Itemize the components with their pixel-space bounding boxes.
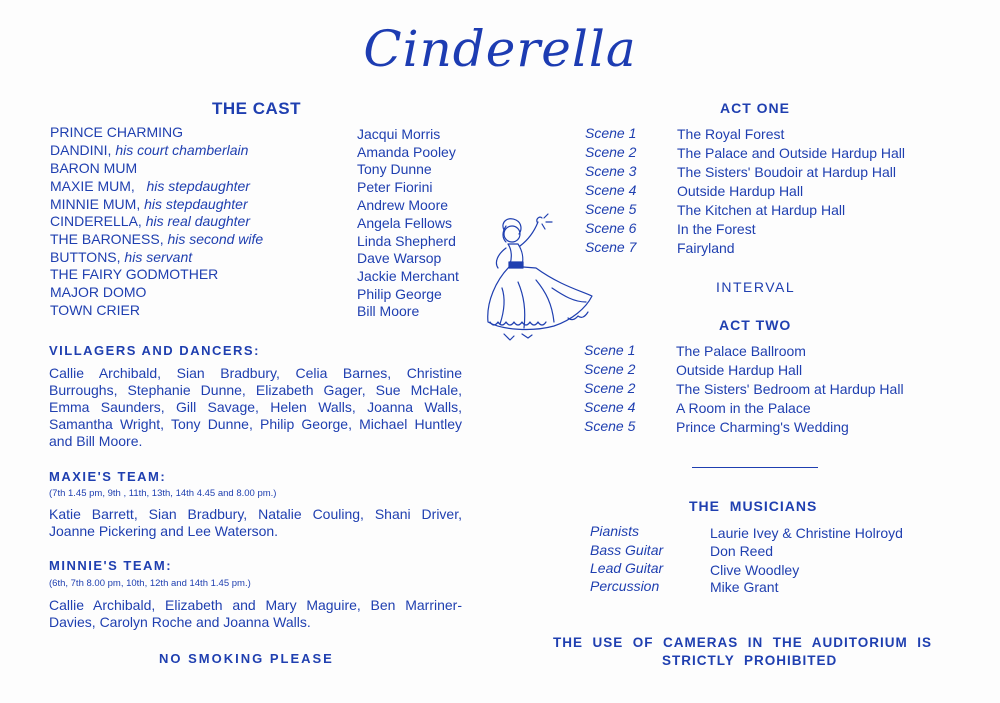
cast-actor: Tony Dunne xyxy=(357,161,432,177)
cast-heading: THE CAST xyxy=(212,99,301,118)
act-one-heading: ACT ONE xyxy=(720,100,790,116)
cast-row xyxy=(50,160,137,176)
cast-row xyxy=(50,124,183,140)
cast-role: PRINCE CHARMING xyxy=(50,124,184,140)
scene-location: A Room in the Palace xyxy=(676,400,811,416)
cast-actor: Bill Moore xyxy=(357,303,420,319)
minnie-team-dates: (6th, 7th 8.00 pm, 10th, 12th and 14th 1.45 pm.) xyxy=(49,578,251,589)
cast-role-desc: his second wife xyxy=(167,231,264,247)
cast-role: BARON MUM xyxy=(50,160,138,176)
scene-location: The Sisters' Boudoir at Hardup Hall xyxy=(677,164,896,180)
cast-role: CINDERELLA, xyxy=(50,213,142,229)
cast-row xyxy=(50,213,250,229)
scene-number: Scene 3 xyxy=(585,163,637,179)
cast-row xyxy=(50,284,146,300)
musician-instrument: Lead Guitar xyxy=(590,560,664,576)
cast-role-desc: his stepdaughter xyxy=(146,178,250,194)
page-title: Cinderella xyxy=(363,20,637,78)
cameras-notice-line2: STRICTLY PROHIBITED xyxy=(662,653,838,668)
scene-location: Prince Charming's Wedding xyxy=(676,419,849,435)
no-smoking-notice: NO SMOKING PLEASE xyxy=(159,651,334,666)
cast-role-desc: his real daughter xyxy=(145,213,250,229)
scene-number: Scene 1 xyxy=(585,125,637,141)
cast-actor: Dave Warsop xyxy=(357,250,442,266)
cast-row xyxy=(50,249,192,265)
section-divider xyxy=(692,467,818,468)
minnie-team-heading: MINNIE'S TEAM: xyxy=(49,558,173,573)
maxie-team-heading: MAXIE'S TEAM: xyxy=(49,469,167,484)
cast-actor: Jacqui Morris xyxy=(357,126,441,142)
cast-row xyxy=(50,178,250,194)
cameras-notice-line1: THE USE OF CAMERAS IN THE AUDITORIUM IS xyxy=(553,635,933,650)
cast-role: THE FAIRY GODMOTHER xyxy=(50,266,219,282)
cast-actor: Jackie Merchant xyxy=(357,268,459,284)
scene-location: In the Forest xyxy=(677,221,756,237)
musician-instrument: Percussion xyxy=(590,578,660,594)
scene-location: Outside Hardup Hall xyxy=(677,183,804,199)
cast-actor: Angela Fellows xyxy=(357,215,452,231)
cast-row xyxy=(50,266,218,282)
cast-role-desc: his servant xyxy=(124,249,193,265)
cast-role: BUTTONS, xyxy=(50,249,121,265)
scene-number: Scene 5 xyxy=(584,418,636,434)
scene-number: Scene 5 xyxy=(585,201,637,217)
musician-name: Laurie Ivey & Christine Holroyd xyxy=(710,525,903,541)
musician-name: Don Reed xyxy=(710,543,774,559)
cast-actor: Linda Shepherd xyxy=(357,233,456,249)
musician-name: Mike Grant xyxy=(710,579,779,595)
scene-number: Scene 4 xyxy=(585,182,637,198)
cast-role: TOWN CRIER xyxy=(50,302,140,318)
musician-instrument: Bass Guitar xyxy=(590,542,664,558)
musician-instrument: Pianists xyxy=(590,523,640,539)
act-two-heading: ACT TWO xyxy=(719,317,792,333)
cast-role: MAJOR DOMO xyxy=(50,284,147,300)
cast-row xyxy=(50,302,140,318)
maxie-team-dates: (7th 1.45 pm, 9th , 11th, 13th, 14th 4.45 and 8.00 pm.) xyxy=(49,488,277,499)
cast-role: MAXIE MUM, xyxy=(50,178,135,194)
cast-row xyxy=(50,142,248,158)
scene-location: Fairyland xyxy=(677,240,735,256)
cast-row xyxy=(50,196,248,212)
scene-number: Scene 6 xyxy=(585,220,637,236)
villagers-heading: VILLAGERS AND DANCERS: xyxy=(49,343,260,358)
scene-number: Scene 1 xyxy=(584,342,636,358)
cast-role-desc: his stepdaughter xyxy=(144,196,248,212)
cast-actor: Peter Fiorini xyxy=(357,179,433,195)
scene-number: Scene 2 xyxy=(584,361,636,377)
scene-location: The Palace and Outside Hardup Hall xyxy=(677,145,906,161)
cast-role: DANDINI, xyxy=(50,142,112,158)
cast-role: MINNIE MUM, xyxy=(50,196,141,212)
scene-location: The Royal Forest xyxy=(677,126,785,142)
cast-actor: Andrew Moore xyxy=(357,197,449,213)
cast-actor: Amanda Pooley xyxy=(357,144,456,160)
cast-row xyxy=(50,231,263,247)
cast-role-desc: his court chamberlain xyxy=(115,142,249,158)
scene-number: Scene 7 xyxy=(585,239,637,255)
maxie-team-text: Katie Barrett, Sian Bradbury, Natalie Couling, Shani Driver, Joanne Pickering and Lee Waterson. xyxy=(49,506,462,539)
musician-name: Clive Woodley xyxy=(710,562,800,578)
cast-actor: Philip George xyxy=(357,286,442,302)
scene-location: Outside Hardup Hall xyxy=(676,362,803,378)
scene-number: Scene 2 xyxy=(584,380,636,396)
musicians-heading: THE MUSICIANS xyxy=(689,498,818,514)
scene-location: The Kitchen at Hardup Hall xyxy=(677,202,846,218)
villagers-text: Callie Archibald, Sian Bradbury, Celia Barnes, Christine Burroughs, Stephanie Dunne, Elizabeth Gager, Sue McHale, Emma Saunders, Gill Savage, Helen Walls, Joanna Walls, Samantha Wright, Tony Dunne, Philip George, Michael Huntley and Bill Moore. xyxy=(49,365,462,449)
scene-location: The Palace Ballroom xyxy=(676,343,806,359)
interval-label: INTERVAL xyxy=(716,279,796,295)
cinderella-illustration xyxy=(482,210,597,350)
scene-number: Scene 4 xyxy=(584,399,636,415)
scene-number: Scene 2 xyxy=(585,144,637,160)
cast-role: THE BARONESS, xyxy=(50,231,164,247)
minnie-team-text: Callie Archibald, Elizabeth and Mary Maguire, Ben Marriner-Davies, Carolyn Roche and Joanna Walls. xyxy=(49,597,462,630)
scene-location: The Sisters' Bedroom at Hardup Hall xyxy=(676,381,904,397)
